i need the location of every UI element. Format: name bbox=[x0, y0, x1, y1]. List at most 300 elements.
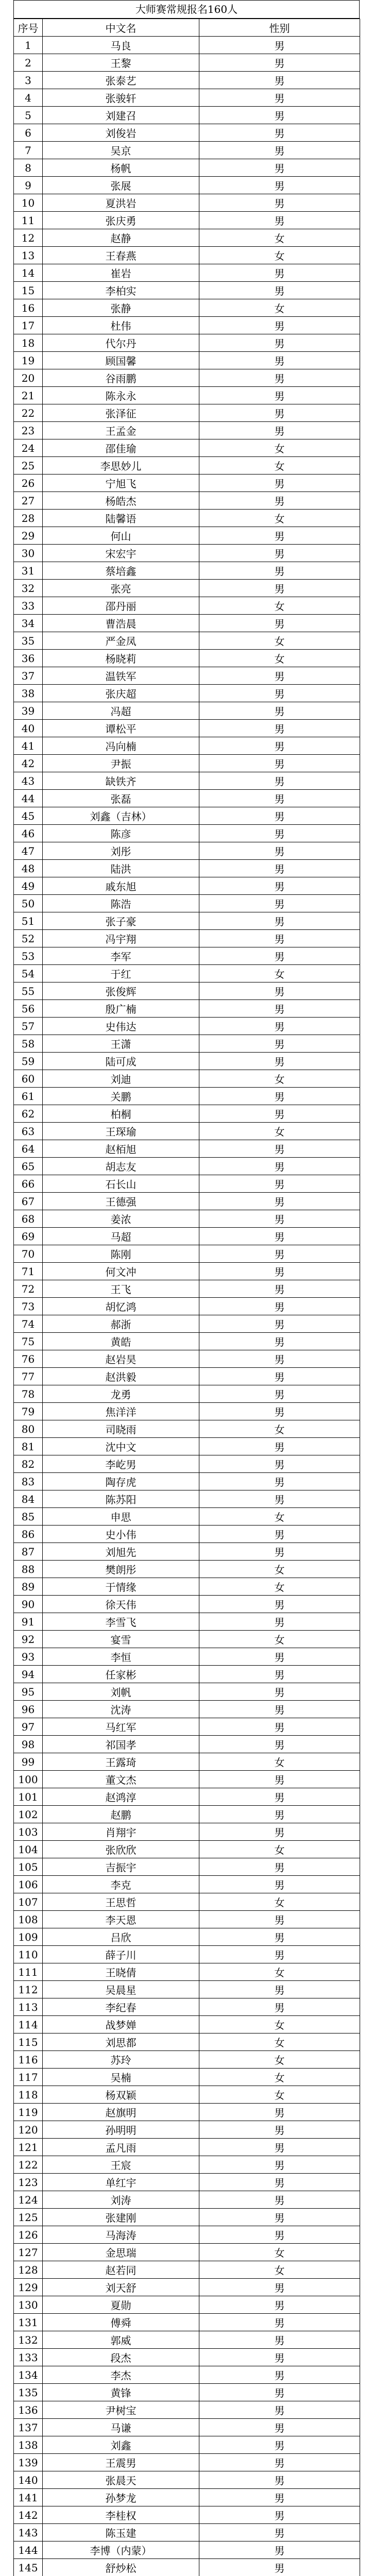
cell-gender: 女 bbox=[199, 439, 360, 457]
table-row bbox=[14, 912, 360, 930]
table-row bbox=[14, 1070, 360, 1088]
table-row bbox=[14, 1158, 360, 1175]
table-row bbox=[14, 1018, 360, 1035]
cell-name: 樊朗彤 bbox=[43, 1561, 199, 1578]
cell-name: 张欣欣 bbox=[43, 1841, 199, 1858]
table-row bbox=[14, 2069, 360, 2086]
table-row bbox=[14, 1963, 360, 1981]
cell-name: 史伟达 bbox=[43, 1018, 199, 1035]
table-row bbox=[14, 2191, 360, 2209]
cell-name: 宋宏宇 bbox=[43, 545, 199, 562]
cell-index: 111 bbox=[14, 1963, 43, 1981]
cell-gender: 男 bbox=[199, 1490, 360, 1508]
cell-index: 100 bbox=[14, 1771, 43, 1788]
cell-index: 95 bbox=[14, 1683, 43, 1701]
cell-name: 吉振宇 bbox=[43, 1858, 199, 1876]
table-row bbox=[14, 2489, 360, 2506]
cell-gender: 男 bbox=[199, 2541, 360, 2559]
cell-name: 李杰 bbox=[43, 2366, 199, 2384]
cell-name: 司晓雨 bbox=[43, 1420, 199, 1438]
table-row bbox=[14, 947, 360, 965]
cell-name: 李博（内蒙） bbox=[43, 2541, 199, 2559]
table-row bbox=[14, 650, 360, 667]
table-row bbox=[14, 2314, 360, 2331]
table-row bbox=[14, 334, 360, 352]
cell-name: 张建刚 bbox=[43, 2209, 199, 2226]
table-row bbox=[14, 737, 360, 755]
cell-name: 傅舜 bbox=[43, 2314, 199, 2331]
table-row bbox=[14, 545, 360, 562]
table-row bbox=[14, 1526, 360, 1543]
cell-index: 83 bbox=[14, 1473, 43, 1490]
table-row bbox=[14, 860, 360, 877]
cell-gender: 男 bbox=[199, 2226, 360, 2244]
table-row bbox=[14, 597, 360, 615]
cell-name: 刘天舒 bbox=[43, 2279, 199, 2296]
table-row bbox=[14, 2454, 360, 2471]
table-row bbox=[14, 772, 360, 790]
cell-index: 137 bbox=[14, 2419, 43, 2436]
cell-gender: 男 bbox=[199, 842, 360, 860]
cell-name: 马良 bbox=[43, 37, 199, 54]
table-row bbox=[14, 72, 360, 89]
table-row bbox=[14, 1928, 360, 1946]
table-row bbox=[14, 825, 360, 842]
cell-name: 吴晨星 bbox=[43, 1981, 199, 1998]
cell-name: 张亮 bbox=[43, 580, 199, 597]
cell-gender: 男 bbox=[199, 404, 360, 422]
table-row bbox=[14, 1350, 360, 1368]
cell-name: 王飞 bbox=[43, 1280, 199, 1298]
cell-gender: 女 bbox=[199, 1070, 360, 1088]
cell-name: 段杰 bbox=[43, 2349, 199, 2366]
table-row bbox=[14, 685, 360, 702]
cell-name: 李思妙儿 bbox=[43, 457, 199, 474]
cell-gender: 男 bbox=[199, 2209, 360, 2226]
cell-gender: 男 bbox=[199, 1263, 360, 1280]
cell-gender: 男 bbox=[199, 1000, 360, 1018]
cell-name: 吴京 bbox=[43, 142, 199, 159]
cell-gender: 男 bbox=[199, 2436, 360, 2454]
cell-gender: 女 bbox=[199, 247, 360, 264]
table-row bbox=[14, 2559, 360, 2576]
cell-name: 戚东旭 bbox=[43, 877, 199, 895]
cell-name: 夏勋 bbox=[43, 2296, 199, 2314]
cell-index: 132 bbox=[14, 2331, 43, 2349]
table-row bbox=[14, 439, 360, 457]
cell-name: 舒炒松 bbox=[43, 2559, 199, 2576]
cell-name: 金思瑞 bbox=[43, 2244, 199, 2261]
cell-name: 赵栢旭 bbox=[43, 1140, 199, 1158]
cell-index: 114 bbox=[14, 2016, 43, 2033]
table-row bbox=[14, 2506, 360, 2524]
cell-index: 50 bbox=[14, 895, 43, 912]
cell-name: 单红宇 bbox=[43, 2174, 199, 2191]
cell-gender: 男 bbox=[199, 2454, 360, 2471]
cell-name: 陈永永 bbox=[43, 387, 199, 404]
cell-gender: 男 bbox=[199, 282, 360, 299]
cell-index: 145 bbox=[14, 2559, 43, 2576]
cell-gender: 男 bbox=[199, 1140, 360, 1158]
table-row bbox=[14, 2174, 360, 2191]
cell-gender: 男 bbox=[199, 1228, 360, 1245]
cell-index: 90 bbox=[14, 1596, 43, 1613]
cell-name: 申思 bbox=[43, 1508, 199, 1526]
cell-index: 109 bbox=[14, 1928, 43, 1946]
cell-gender: 男 bbox=[199, 1543, 360, 1561]
cell-index: 3 bbox=[14, 72, 43, 89]
table-row bbox=[14, 1911, 360, 1928]
table-row bbox=[14, 2401, 360, 2419]
cell-name: 吕欣 bbox=[43, 1928, 199, 1946]
cell-gender: 男 bbox=[199, 580, 360, 597]
table-row bbox=[14, 930, 360, 947]
cell-gender: 男 bbox=[199, 142, 360, 159]
table-row bbox=[14, 1175, 360, 1193]
cell-index: 37 bbox=[14, 667, 43, 685]
cell-index: 51 bbox=[14, 912, 43, 930]
cell-name: 陈彦 bbox=[43, 825, 199, 842]
cell-gender: 女 bbox=[199, 2086, 360, 2104]
table-row bbox=[14, 2016, 360, 2033]
cell-gender: 男 bbox=[199, 2506, 360, 2524]
cell-gender: 男 bbox=[199, 1648, 360, 1666]
cell-gender: 女 bbox=[199, 2033, 360, 2051]
table-row bbox=[14, 1228, 360, 1245]
cell-gender: 女 bbox=[199, 229, 360, 247]
cell-name: 李恒 bbox=[43, 1648, 199, 1666]
cell-gender: 男 bbox=[199, 860, 360, 877]
cell-name: 姜浓 bbox=[43, 1210, 199, 1228]
table-row bbox=[14, 37, 360, 54]
cell-name: 陈玉建 bbox=[43, 2524, 199, 2541]
cell-index: 85 bbox=[14, 1508, 43, 1526]
table-row bbox=[14, 2279, 360, 2296]
cell-gender: 男 bbox=[199, 2191, 360, 2209]
cell-index: 33 bbox=[14, 597, 43, 615]
cell-name: 尹树宝 bbox=[43, 2401, 199, 2419]
cell-gender: 男 bbox=[199, 1736, 360, 1753]
cell-name: 陆洪 bbox=[43, 860, 199, 877]
cell-name: 李军 bbox=[43, 947, 199, 965]
cell-gender: 男 bbox=[199, 895, 360, 912]
table-row bbox=[14, 317, 360, 334]
table-row bbox=[14, 1123, 360, 1140]
cell-name: 杨双颖 bbox=[43, 2086, 199, 2104]
table-row bbox=[14, 1596, 360, 1613]
cell-index: 77 bbox=[14, 1368, 43, 1385]
cell-gender: 男 bbox=[199, 1193, 360, 1210]
cell-gender: 男 bbox=[199, 615, 360, 632]
cell-index: 40 bbox=[14, 720, 43, 737]
table-row bbox=[14, 2033, 360, 2051]
cell-gender: 男 bbox=[199, 1666, 360, 1683]
cell-index: 10 bbox=[14, 194, 43, 212]
table-row bbox=[14, 2104, 360, 2121]
cell-name: 焦洋洋 bbox=[43, 1403, 199, 1420]
cell-gender: 男 bbox=[199, 1438, 360, 1455]
cell-gender: 男 bbox=[199, 947, 360, 965]
cell-index: 65 bbox=[14, 1158, 43, 1175]
cell-index: 71 bbox=[14, 1263, 43, 1280]
cell-gender: 男 bbox=[199, 1613, 360, 1631]
cell-name: 于红 bbox=[43, 965, 199, 982]
cell-index: 126 bbox=[14, 2226, 43, 2244]
cell-gender: 男 bbox=[199, 755, 360, 772]
cell-name: 陆馨语 bbox=[43, 510, 199, 527]
cell-index: 139 bbox=[14, 2454, 43, 2471]
cell-gender: 男 bbox=[199, 1245, 360, 1263]
cell-name: 赵鹏 bbox=[43, 1806, 199, 1823]
cell-name: 李桂权 bbox=[43, 2506, 199, 2524]
cell-name: 宁旭飞 bbox=[43, 474, 199, 492]
cell-index: 93 bbox=[14, 1648, 43, 1666]
cell-name: 刘思都 bbox=[43, 2033, 199, 2051]
cell-index: 113 bbox=[14, 1998, 43, 2016]
cell-gender: 男 bbox=[199, 1718, 360, 1736]
cell-gender: 男 bbox=[199, 2104, 360, 2121]
cell-name: 谭松平 bbox=[43, 720, 199, 737]
cell-index: 118 bbox=[14, 2086, 43, 2104]
cell-index: 129 bbox=[14, 2279, 43, 2296]
cell-index: 97 bbox=[14, 1718, 43, 1736]
cell-index: 128 bbox=[14, 2261, 43, 2279]
cell-index: 34 bbox=[14, 615, 43, 632]
cell-index: 24 bbox=[14, 439, 43, 457]
cell-gender: 男 bbox=[199, 1105, 360, 1123]
cell-gender: 男 bbox=[199, 685, 360, 702]
table-row bbox=[14, 982, 360, 1000]
table-row bbox=[14, 632, 360, 650]
cell-name: 代尔丹 bbox=[43, 334, 199, 352]
cell-name: 赵岩昊 bbox=[43, 1350, 199, 1368]
cell-name: 邵丹丽 bbox=[43, 597, 199, 615]
cell-gender: 男 bbox=[199, 877, 360, 895]
table-row bbox=[14, 842, 360, 860]
table-row bbox=[14, 1788, 360, 1806]
cell-name: 刘建召 bbox=[43, 107, 199, 124]
cell-gender: 男 bbox=[199, 1403, 360, 1420]
cell-index: 66 bbox=[14, 1175, 43, 1193]
table-row bbox=[14, 1841, 360, 1858]
cell-gender: 男 bbox=[199, 2331, 360, 2349]
cell-index: 140 bbox=[14, 2471, 43, 2489]
cell-index: 130 bbox=[14, 2296, 43, 2314]
table-row bbox=[14, 2121, 360, 2139]
cell-index: 19 bbox=[14, 352, 43, 369]
cell-gender: 男 bbox=[199, 667, 360, 685]
cell-index: 112 bbox=[14, 1981, 43, 1998]
table-row bbox=[14, 89, 360, 107]
cell-name: 张泽征 bbox=[43, 404, 199, 422]
table-row bbox=[14, 2524, 360, 2541]
cell-gender: 男 bbox=[199, 107, 360, 124]
cell-index: 58 bbox=[14, 1035, 43, 1053]
cell-index: 138 bbox=[14, 2436, 43, 2454]
cell-name: 胡忆鸿 bbox=[43, 1298, 199, 1315]
cell-name: 赵旗明 bbox=[43, 2104, 199, 2121]
cell-name: 张骏轩 bbox=[43, 89, 199, 107]
table-row bbox=[14, 282, 360, 299]
cell-index: 26 bbox=[14, 474, 43, 492]
cell-name: 孙明明 bbox=[43, 2121, 199, 2139]
cell-name: 孙梦龙 bbox=[43, 2489, 199, 2506]
cell-name: 夏洪岩 bbox=[43, 194, 199, 212]
cell-gender: 男 bbox=[199, 1175, 360, 1193]
table-row bbox=[14, 2244, 360, 2261]
cell-gender: 男 bbox=[199, 1368, 360, 1385]
cell-gender: 男 bbox=[199, 2174, 360, 2191]
cell-name: 马谦 bbox=[43, 2419, 199, 2436]
table-row bbox=[14, 264, 360, 282]
table-row bbox=[14, 2209, 360, 2226]
table-row bbox=[14, 1298, 360, 1315]
cell-name: 李天恩 bbox=[43, 1911, 199, 1928]
cell-index: 86 bbox=[14, 1526, 43, 1543]
cell-index: 41 bbox=[14, 737, 43, 755]
cell-index: 20 bbox=[14, 369, 43, 387]
table-row bbox=[14, 1490, 360, 1508]
cell-index: 12 bbox=[14, 229, 43, 247]
cell-index: 104 bbox=[14, 1841, 43, 1858]
cell-index: 47 bbox=[14, 842, 43, 860]
cell-gender: 男 bbox=[199, 1315, 360, 1333]
cell-gender: 男 bbox=[199, 474, 360, 492]
table-row bbox=[14, 1455, 360, 1473]
cell-name: 沈中文 bbox=[43, 1438, 199, 1455]
cell-gender: 女 bbox=[199, 1631, 360, 1648]
cell-index: 123 bbox=[14, 2174, 43, 2191]
table-row bbox=[14, 1648, 360, 1666]
cell-name: 刘迪 bbox=[43, 1070, 199, 1088]
cell-index: 103 bbox=[14, 1823, 43, 1841]
cell-index: 135 bbox=[14, 2384, 43, 2401]
cell-index: 53 bbox=[14, 947, 43, 965]
cell-gender: 男 bbox=[199, 527, 360, 545]
table-row bbox=[14, 1403, 360, 1420]
cell-index: 67 bbox=[14, 1193, 43, 1210]
cell-index: 5 bbox=[14, 107, 43, 124]
cell-index: 7 bbox=[14, 142, 43, 159]
cell-name: 陈苏阳 bbox=[43, 1490, 199, 1508]
cell-index: 125 bbox=[14, 2209, 43, 2226]
cell-gender: 女 bbox=[199, 1963, 360, 1981]
cell-gender: 男 bbox=[199, 1946, 360, 1963]
cell-index: 92 bbox=[14, 1631, 43, 1648]
cell-index: 68 bbox=[14, 1210, 43, 1228]
cell-gender: 女 bbox=[199, 1508, 360, 1526]
cell-index: 117 bbox=[14, 2069, 43, 2086]
cell-name: 刘鑫 bbox=[43, 2436, 199, 2454]
table-row bbox=[14, 1088, 360, 1105]
cell-index: 87 bbox=[14, 1543, 43, 1561]
cell-gender: 男 bbox=[199, 2279, 360, 2296]
cell-name: 徐天伟 bbox=[43, 1596, 199, 1613]
cell-gender: 男 bbox=[199, 1771, 360, 1788]
cell-index: 76 bbox=[14, 1350, 43, 1368]
cell-name: 于情缘 bbox=[43, 1578, 199, 1596]
cell-gender: 女 bbox=[199, 1561, 360, 1578]
table-row bbox=[14, 1543, 360, 1561]
cell-name: 张泰艺 bbox=[43, 72, 199, 89]
cell-name: 赵若同 bbox=[43, 2261, 199, 2279]
cell-name: 张展 bbox=[43, 177, 199, 194]
cell-index: 46 bbox=[14, 825, 43, 842]
cell-gender: 男 bbox=[199, 702, 360, 720]
cell-index: 8 bbox=[14, 159, 43, 177]
header-name: 中文名 bbox=[43, 19, 199, 37]
table-row bbox=[14, 212, 360, 229]
cell-index: 73 bbox=[14, 1298, 43, 1315]
cell-index: 29 bbox=[14, 527, 43, 545]
cell-name: 谷雨鹏 bbox=[43, 369, 199, 387]
cell-name: 王露琦 bbox=[43, 1753, 199, 1771]
cell-gender: 男 bbox=[199, 317, 360, 334]
cell-index: 13 bbox=[14, 247, 43, 264]
cell-index: 14 bbox=[14, 264, 43, 282]
cell-gender: 男 bbox=[199, 2349, 360, 2366]
table-row bbox=[14, 1701, 360, 1718]
cell-index: 15 bbox=[14, 282, 43, 299]
table-row bbox=[14, 1438, 360, 1455]
table-row bbox=[14, 562, 360, 580]
table-row bbox=[14, 615, 360, 632]
table-row bbox=[14, 2384, 360, 2401]
cell-name: 刘涛 bbox=[43, 2191, 199, 2209]
cell-gender: 男 bbox=[199, 825, 360, 842]
table-row bbox=[14, 1140, 360, 1158]
cell-name: 战梦婵 bbox=[43, 2016, 199, 2033]
cell-name: 沈涛 bbox=[43, 1701, 199, 1718]
cell-gender: 男 bbox=[199, 1858, 360, 1876]
cell-name: 刘旭先 bbox=[43, 1543, 199, 1561]
cell-index: 124 bbox=[14, 2191, 43, 2209]
cell-index: 133 bbox=[14, 2349, 43, 2366]
cell-name: 冯宇翔 bbox=[43, 930, 199, 947]
cell-name: 李屹男 bbox=[43, 1455, 199, 1473]
cell-gender: 女 bbox=[199, 632, 360, 650]
cell-gender: 女 bbox=[199, 965, 360, 982]
cell-name: 刘彤 bbox=[43, 842, 199, 860]
cell-gender: 男 bbox=[199, 194, 360, 212]
table-row bbox=[14, 1718, 360, 1736]
cell-gender: 男 bbox=[199, 790, 360, 807]
cell-index: 21 bbox=[14, 387, 43, 404]
cell-index: 78 bbox=[14, 1385, 43, 1403]
cell-index: 94 bbox=[14, 1666, 43, 1683]
table-row bbox=[14, 1473, 360, 1490]
table-row bbox=[14, 755, 360, 772]
cell-gender: 男 bbox=[199, 334, 360, 352]
cell-name: 祁国孝 bbox=[43, 1736, 199, 1753]
cell-gender: 男 bbox=[199, 737, 360, 755]
table-row bbox=[14, 1578, 360, 1596]
table-row bbox=[14, 1315, 360, 1333]
cell-index: 9 bbox=[14, 177, 43, 194]
table-row bbox=[14, 1368, 360, 1385]
cell-index: 25 bbox=[14, 457, 43, 474]
cell-gender: 男 bbox=[199, 562, 360, 580]
cell-gender: 男 bbox=[199, 2296, 360, 2314]
table-row bbox=[14, 457, 360, 474]
cell-name: 赵静 bbox=[43, 229, 199, 247]
cell-name: 杜伟 bbox=[43, 317, 199, 334]
cell-index: 122 bbox=[14, 2156, 43, 2174]
table-row bbox=[14, 2226, 360, 2244]
table-body bbox=[14, 37, 360, 2576]
cell-gender: 女 bbox=[199, 597, 360, 615]
cell-name: 史小伟 bbox=[43, 1526, 199, 1543]
